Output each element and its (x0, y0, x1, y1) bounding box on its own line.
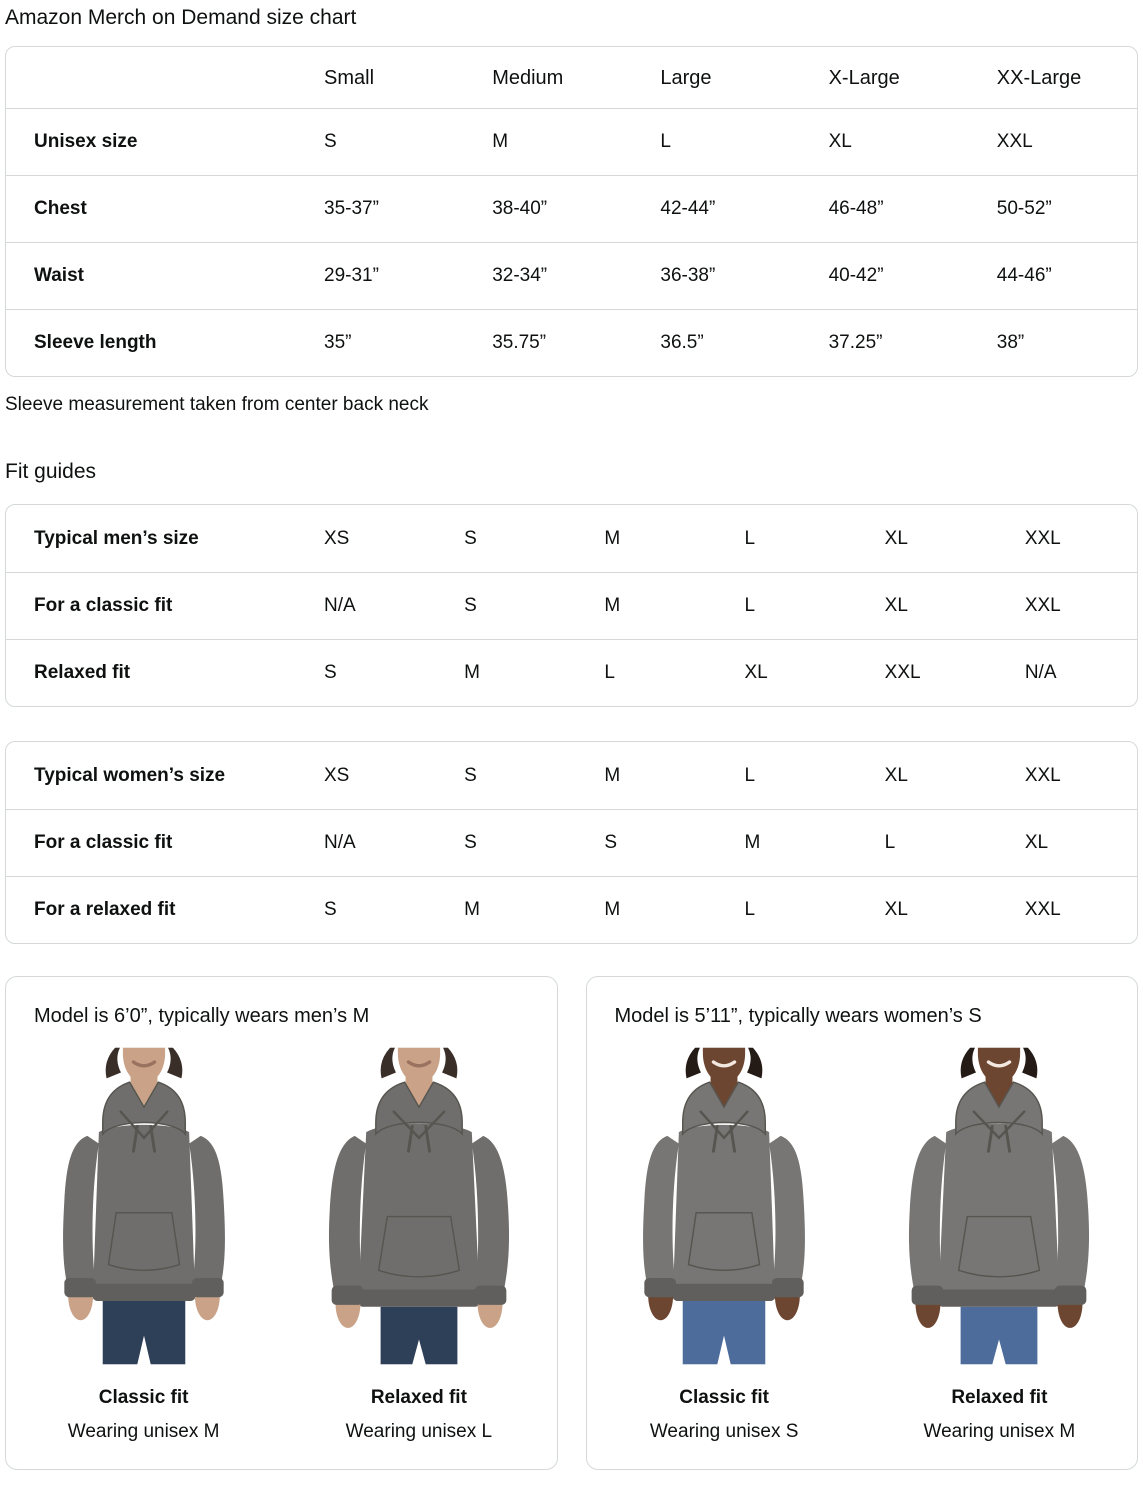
size-cell: XL (828, 131, 852, 152)
page-title: Amazon Merch on Demand size chart (5, 6, 357, 29)
size-cell: N/A (324, 832, 356, 853)
size-cell: XXL (884, 662, 921, 683)
table-row-unisex-size (6, 108, 1137, 175)
row-label: Typical men’s size (34, 527, 199, 549)
row-label: For a classic fit (34, 832, 173, 853)
table-row-mens-relaxed-fit (6, 639, 1137, 706)
row-label: Unisex size (34, 131, 138, 152)
row-label: Sleeve length (34, 332, 157, 353)
table-row-mens-classic-fit (6, 572, 1137, 639)
size-cell: M (604, 899, 621, 920)
size-cell: S (324, 899, 337, 920)
size-cell: S (324, 662, 337, 683)
size-cell: 35” (324, 332, 352, 353)
size-cell: M (744, 832, 761, 853)
wearing-label: Wearing unisex M (67, 1421, 220, 1443)
model-card-title: Model is 5’11”, typically wears women’s S (614, 1005, 982, 1028)
size-cell: 46-48” (828, 198, 884, 219)
fit-label: Relaxed fit (370, 1387, 467, 1409)
size-cell: L (744, 595, 756, 616)
row-label: Chest (34, 198, 87, 219)
table-header-row (6, 47, 1137, 108)
size-cell: L (604, 662, 615, 683)
table-row-womens-relaxed-fit (6, 876, 1137, 943)
size-cell: XL (1024, 832, 1049, 853)
model-card-women (586, 976, 1139, 1470)
size-cell: S (604, 832, 618, 853)
wearing-label: Wearing unisex S (649, 1421, 799, 1443)
fit-table-mens (5, 504, 1138, 707)
size-cell: XS (324, 527, 350, 549)
model-photo-men-classic (24, 1045, 264, 1367)
model-card-title: Model is 6’0”, typically wears men’s M (34, 1005, 370, 1028)
size-cell: M (604, 527, 621, 549)
size-cell: 50-52” (996, 198, 1052, 219)
wearing-label: Wearing unisex M (923, 1421, 1076, 1443)
size-cell: M (464, 899, 480, 920)
table-row-sleeve-length (6, 309, 1137, 376)
size-cell: 38” (996, 332, 1025, 353)
model-figures (587, 1045, 1138, 1443)
table-row-typical-mens-size (6, 505, 1137, 572)
size-cell: 35-37” (324, 198, 379, 219)
column-header-large: Large (660, 66, 712, 89)
wearing-label: Wearing unisex L (345, 1421, 493, 1443)
size-cell: N/A (324, 595, 356, 616)
size-cell: XS (324, 764, 350, 786)
size-cell: XXL (1024, 764, 1061, 786)
figure-relaxed-fit (281, 1045, 556, 1443)
table-row-womens-classic-fit (6, 809, 1137, 876)
model-photo-women-classic (604, 1045, 844, 1367)
fit-label: Classic fit (679, 1387, 769, 1409)
table-row-chest (6, 175, 1137, 242)
size-cell: M (492, 131, 509, 152)
size-cell: S (464, 527, 477, 549)
size-cell: XL (884, 764, 908, 786)
size-chart-table (5, 46, 1138, 377)
size-cell: S (464, 595, 477, 616)
size-cell: L (744, 527, 756, 549)
model-figures (6, 1045, 557, 1443)
size-cell: S (464, 764, 477, 786)
figure-classic-fit (587, 1045, 862, 1443)
row-label: For a classic fit (34, 595, 173, 616)
row-label: Relaxed fit (34, 662, 131, 683)
size-cell: 29-31” (324, 265, 379, 286)
size-cell: XL (744, 662, 768, 683)
fit-label: Classic fit (98, 1387, 189, 1409)
size-cell: 32-34” (492, 265, 548, 286)
size-cell: L (744, 899, 756, 920)
sleeve-measurement-note: Sleeve measurement taken from center back neck (5, 394, 429, 416)
size-cell: S (324, 131, 337, 152)
size-cell: XXL (1024, 899, 1061, 920)
fit-label: Relaxed fit (951, 1387, 1048, 1409)
size-cell: 44-46” (996, 265, 1052, 286)
model-cards-row (5, 976, 1138, 1470)
size-cell: XXL (1024, 595, 1061, 616)
model-card-men (5, 976, 558, 1470)
size-cell: XL (884, 899, 908, 920)
size-cell: 42-44” (660, 198, 716, 219)
size-cell: M (604, 595, 621, 616)
size-cell: 38-40” (492, 198, 548, 219)
size-cell: XL (884, 595, 908, 616)
size-cell: L (660, 131, 671, 152)
size-cell: M (464, 662, 480, 683)
row-label: Typical women’s size (34, 764, 226, 786)
fit-guides-heading: Fit guides (5, 460, 97, 484)
figure-classic-fit (6, 1045, 281, 1443)
size-cell: 36.5” (660, 332, 704, 353)
row-label: Waist (34, 265, 84, 286)
column-header-small: Small (324, 66, 375, 89)
size-cell: S (464, 832, 477, 853)
size-cell: M (604, 764, 621, 786)
model-photo-men-relaxed (299, 1045, 539, 1367)
size-cell: L (744, 764, 756, 786)
size-cell: 40-42” (828, 265, 884, 286)
size-cell: XXL (996, 131, 1033, 152)
table-row-waist (6, 242, 1137, 309)
row-label: For a relaxed fit (34, 899, 176, 920)
figure-relaxed-fit (862, 1045, 1137, 1443)
size-cell: XL (884, 527, 908, 549)
size-cell: XXL (1024, 527, 1061, 549)
size-cell: 36-38” (660, 265, 716, 286)
size-cell: 35.75” (492, 332, 547, 353)
size-cell: 37.25” (828, 332, 883, 353)
model-photo-women-relaxed (879, 1045, 1119, 1367)
table-row-typical-womens-size (6, 742, 1137, 809)
column-header-xxlarge: XX-Large (996, 66, 1082, 89)
column-header-xlarge: X-Large (828, 66, 900, 89)
size-cell: L (884, 832, 896, 853)
size-cell: N/A (1024, 662, 1057, 683)
column-header-medium: Medium (492, 66, 564, 89)
fit-table-womens (5, 741, 1138, 944)
